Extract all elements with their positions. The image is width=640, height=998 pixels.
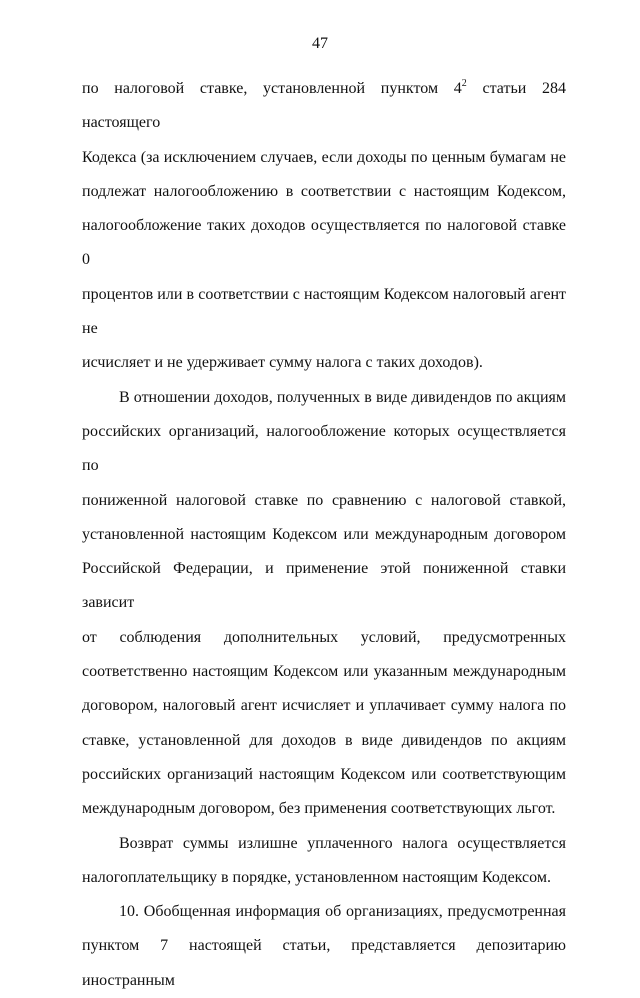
text-line: пониженной налоговой ставке по сравнению с налоговой ставкой, [82,491,566,509]
text-line: соответственно настоящим Кодексом или указанным международным [82,663,566,681]
text-line: Российской Федерации, и применение этой пониженной ставки зависит [82,560,566,612]
text-line: Возврат суммы излишне уплаченного налога осуществляется [119,834,566,852]
text-line: налогоплательщику в порядке, установленном настоящим Кодексом. [82,868,551,886]
text-line: ставке, установленной для доходов в виде дивидендов по акциям [82,731,566,749]
text-line: Кодекса (за исключением случаев, если доходы по ценным бумагам не [82,148,566,166]
text-line: подлежат налогообложению в соответствии с настоящим Кодексом, [82,182,566,200]
text-line: международным договором, без применения соответствующих льгот. [82,800,556,818]
text-line: российских организаций настоящим Кодексом или соответствующим [82,765,566,783]
text-line: исчисляет и не удерживает сумму налога с таких доходов). [82,354,483,372]
superscript: 2 [461,77,467,89]
text-line: установленной настоящим Кодексом или международным договором [82,525,566,543]
text-line: налогообложение таких доходов осуществляется по налоговой ставке 0 [82,217,566,269]
page-number: 47 [312,35,328,52]
text-line: 10. Обобщенная информация об организациях, предусмотренная [119,903,566,921]
text-line: по налоговой ставке, установленной пунктом $4^2$ статьи 284 настоящего [82,77,566,132]
text-line: пунктом 7 настоящей статьи, представляется депозитарию иностранным [82,937,566,989]
text-line: В отношении доходов, полученных в виде дивидендов по акциям [119,388,566,406]
text-line: от соблюдения дополнительных условий, предусмотренных [82,628,566,646]
text-line: договором, налоговый агент исчисляет и уплачивает сумму налога по [82,697,566,715]
document-body [82,72,566,998]
text-line: российских организаций, налогообложение которых осуществляется по [82,422,566,475]
text-line: процентов или в соответствии с настоящим Кодексом налоговый агент не [82,285,566,338]
